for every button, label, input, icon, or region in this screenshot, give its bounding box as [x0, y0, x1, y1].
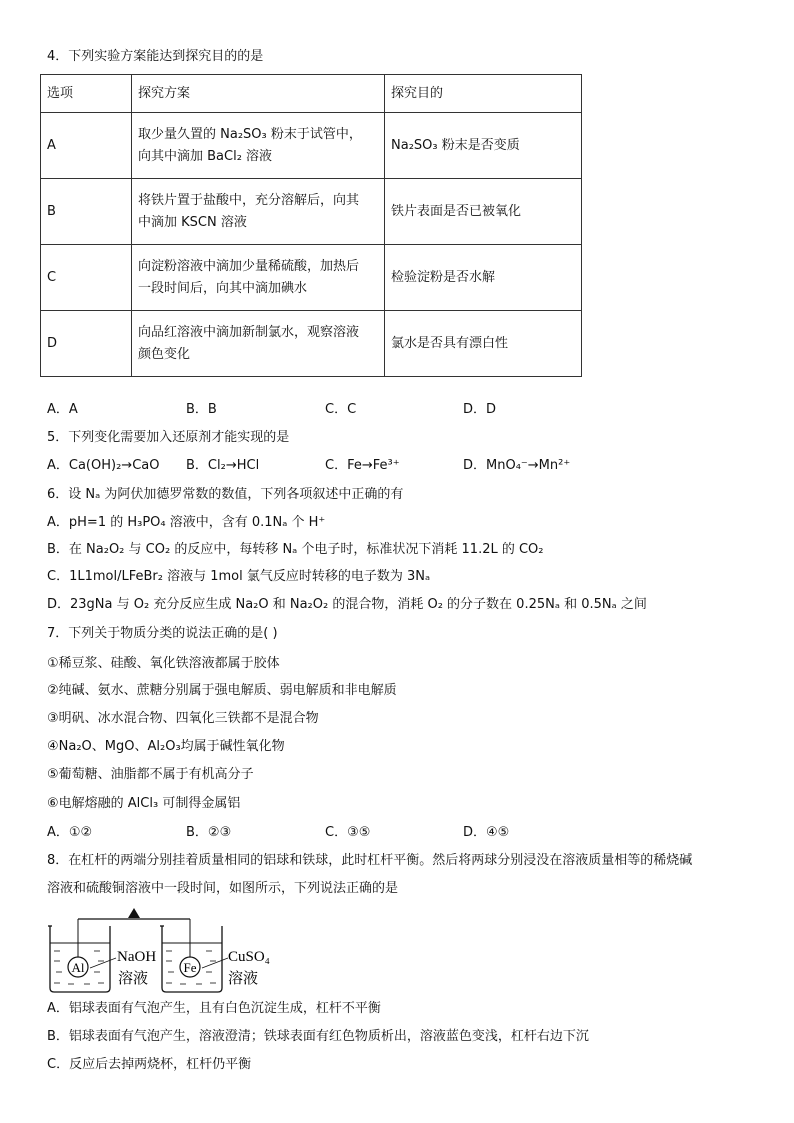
q7-item: ③明矾、冰水混合物、四氧化三铁都不是混合物: [47, 711, 319, 726]
q7-choice-c[interactable]: C．③⑤: [325, 825, 371, 840]
plan-line: 向淀粉溶液中滴加少量稀硫酸，加热后: [138, 258, 360, 274]
row-plan: [132, 179, 385, 245]
plan-line: 一段时间后，向其中滴加碘水: [138, 280, 308, 296]
q6-choice-c[interactable]: C．1L1mol/LFeBr₂ 溶液与 1mol 氯气反应时转移的电子数为 3Nₐ: [47, 569, 431, 584]
q8-stem-line2: 溶液和硫酸铜溶液中一段时间，如图所示，下列说法正确的是: [47, 881, 399, 896]
row-option: C: [41, 245, 132, 311]
left-solution-word: 溶液: [118, 971, 149, 987]
q7-choice-a[interactable]: A．①②: [47, 825, 93, 840]
q7-choice-b[interactable]: B．②③: [186, 825, 232, 840]
q5-choice-a[interactable]: A．Ca(OH)₂→CaO: [47, 458, 160, 473]
table-row: [41, 113, 582, 179]
q6-choice-d[interactable]: D．23gNa 与 O₂ 充分反应生成 Na₂O 和 Na₂O₂ 的混合物，消耗 O₂ 的分子数在 0.25Nₐ 和 0.5Nₐ 之间: [47, 597, 647, 612]
q5-stem: 5．下列变化需要加入还原剂才能实现的是: [47, 430, 290, 445]
q7-item: ⑥电解熔融的 AlCl₃ 可制得金属铝: [47, 796, 241, 811]
plan-line: 将铁片置于盐酸中，充分溶解后，向其: [138, 192, 360, 208]
plan-line: 中滴加 KSCN 溶液: [138, 214, 247, 230]
q7-choice-d[interactable]: D．④⑤: [463, 825, 510, 840]
table-row: [41, 179, 582, 245]
row-goal: 检验淀粉是否水解: [385, 245, 582, 311]
right-solution-word: 溶液: [228, 971, 259, 987]
plan-line: 取少量久置的 Na₂SO₃ 粉末于试管中，: [138, 126, 362, 142]
row-plan: [132, 113, 385, 179]
q7-item: ④Na₂O、MgO、Al₂O₃均属于碱性氧化物: [47, 739, 285, 754]
q4-choice-a[interactable]: A．A: [47, 402, 78, 417]
plan-line: 向品红溶液中滴加新制氯水，观察溶液: [138, 324, 360, 340]
q4-choice-b[interactable]: B．B: [186, 402, 217, 417]
q8-choice-c[interactable]: C．反应后去掉两烧杯，杠杆仍平衡: [47, 1057, 252, 1072]
q4-choice-d[interactable]: D．D: [463, 402, 497, 417]
q8-choice-b[interactable]: B．铝球表面有气泡产生，溶液澄清；铁球表面有红色物质析出，溶液蓝色变浅，杠杆右边下沉: [47, 1029, 589, 1044]
header-goal: 探究目的: [385, 75, 582, 113]
q4-stem: 4．下列实验方案能达到探究目的的是: [47, 49, 264, 64]
aluminum-ball-label: Al: [71, 960, 85, 975]
table-header-row: [41, 75, 582, 113]
iron-ball-label: Fe: [183, 960, 197, 975]
q5-choice-c[interactable]: C．Fe→Fe³⁺: [325, 458, 400, 473]
plan-line: 向其中滴加 BaCl₂ 溶液: [138, 148, 273, 164]
plan-line: 颜色变化: [138, 346, 191, 362]
q5-choice-b[interactable]: B．Cl₂→HCl: [186, 458, 260, 473]
left-solution-formula: NaOH: [117, 949, 157, 965]
q7-item: ①稀豆浆、硅酸、氧化铁溶液都属于胶体: [47, 656, 280, 671]
row-option: A: [41, 113, 132, 179]
lever-beaker-diagram: [44, 906, 284, 996]
fulcrum-triangle: [128, 908, 140, 918]
row-option: D: [41, 311, 132, 377]
q4-table: [40, 74, 582, 377]
row-goal: 氯水是否具有漂白性: [385, 311, 582, 377]
left-leader-line: [90, 958, 116, 968]
row-option: B: [41, 179, 132, 245]
header-option: 选项: [41, 75, 132, 113]
right-solution-formula: CuSO₄: [228, 949, 270, 965]
right-leader-line: [202, 958, 228, 968]
table-row: [41, 311, 582, 377]
header-plan: 探究方案: [132, 75, 385, 113]
q5-choice-d[interactable]: D．MnO₄⁻→Mn²⁺: [463, 458, 571, 473]
q7-item: ②纯碱、氨水、蔗糖分别属于强电解质、弱电解质和非电解质: [47, 683, 397, 698]
q7-stem: 7．下列关于物质分类的说法正确的是( ): [47, 626, 278, 641]
q8-stem-line1: 8．在杠杆的两端分别挂着质量相同的铝球和铁球，此时杠杆平衡。然后将两球分别浸没在溶液质量相等的稀烧碱: [47, 853, 693, 868]
row-goal: Na₂SO₃ 粉末是否变质: [385, 113, 582, 179]
q6-stem: 6．设 Nₐ 为阿伏加德罗常数的数值，下列各项叙述中正确的有: [47, 487, 404, 502]
q7-item: ⑤葡萄糖、油脂都不属于有机高分子: [47, 767, 254, 782]
q6-choice-b[interactable]: B．在 Na₂O₂ 与 CO₂ 的反应中，每转移 Nₐ 个电子时，标准状况下消耗 11.2L 的 CO₂: [47, 542, 544, 557]
q8-choice-a[interactable]: A．铝球表面有气泡产生，且有白色沉淀生成，杠杆不平衡: [47, 1001, 381, 1016]
row-goal: 铁片表面是否已被氧化: [385, 179, 582, 245]
row-plan: [132, 311, 385, 377]
q4-choice-c[interactable]: C．C: [325, 402, 357, 417]
row-plan: [132, 245, 385, 311]
q6-choice-a[interactable]: A．pH=1 的 H₃PO₄ 溶液中，含有 0.1Nₐ 个 H⁺: [47, 515, 326, 530]
table-row: [41, 245, 582, 311]
